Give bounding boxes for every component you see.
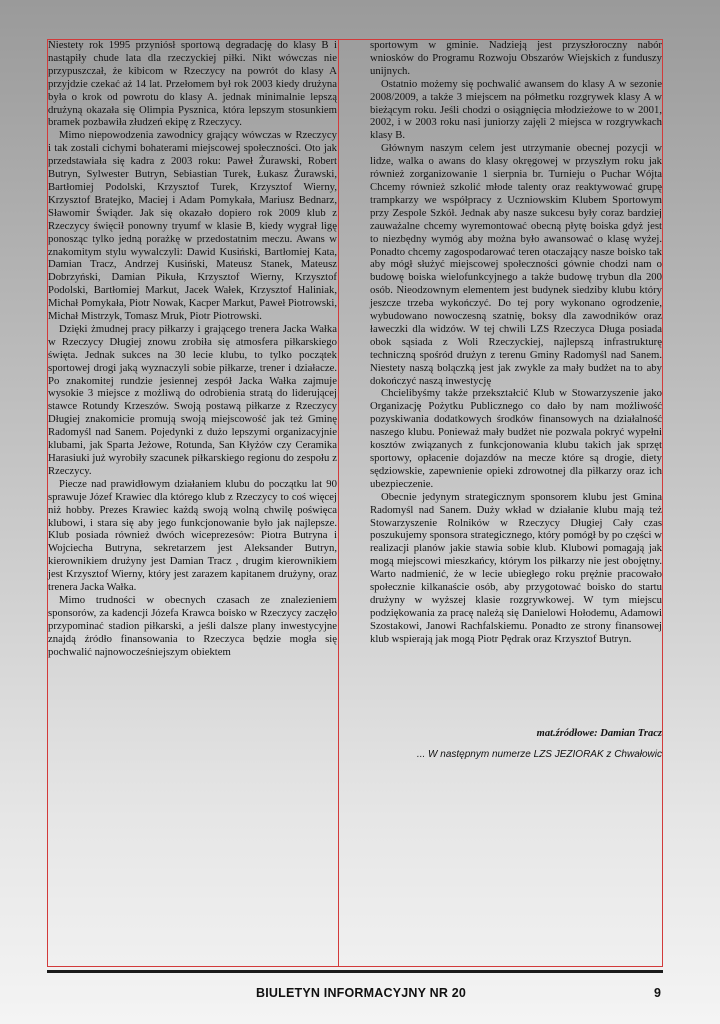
source-credit: mat.źródłowe: Damian Tracz xyxy=(536,728,662,739)
right-paragraph-3: Głównym naszym celem jest utrzymanie obecnej pozycji w lidze, walka o awans do klasy okręgowej w przyszłym roku jak również zorganizowanie 1 sierpnia br. Turnieju o Puchar Wójta Chcemy również szkolić młode talenty oraz reaktywować grupę trampkarzy we współpracy z Uczniowskim Klubem Sportowym przy Zespole Szkół. Jednak aby nasze sukcesu były coraz bardziej zauważalne chcemy wyremontować obecną płytę boiska gdyż jest to niezbędny wymóg aby można było awansować o klasę wyżej. Ponadto chcemy zagospodarować teren otaczający nasze boisko tak aby mógł służyć miejscowej społeczności gównie chodzi nam o budowę boiska wielofunkcyjnego a także budowę trybun dla 200 osób. Nieodzownym elementem jest budynek siedziby klubu który jeszcze trzeba wykończyć. Do tej pory wykonano ogrodzenie, wybudowano nowoczesną szatnię, boksy dla zawodników oraz ławeczki dla widzów. W tej chwili LZS Rzeczyca Długa posiada obok sąsiada z Woli Rzeczyckiej, najlepszą infrastrukturę techniczną spośród drużyn z terenu Gminy Radomyśl nad Sanem. Niestety naszą bolączką jest jak zwykle za mały budżet na to aby dokończyć naszą inwestycję xyxy=(370,142,662,387)
left-paragraph-4: Piecze nad prawidłowym działaniem klubu do początku lat 90 sprawuje Józef Krawiec dla którego klub z Rzeczycy to coś więcej niż hobby. Prezes Krawiec każdą swoją wolną chwilę poświęca klubowi, i stara się aby jego funkcjonowanie było jak najlepsze. Klub posiada również dwóch wiceprezesów: Piotra Butryna i Wojciecha Butryna, sekretarzem jest Aleksander Butryn, kierownikiem drużyny jest Damian Tracz , drugim kierownikiem jest Krzysztof Wierny, który jest zarazem kapitanem drużyny, oraz trenera Jacka Wałka. xyxy=(48,477,337,594)
next-issue-note: ... W następnym numerze LZS JEZIORAK z Chwałowic xyxy=(416,749,662,760)
column-divider-guide xyxy=(338,39,339,967)
left-paragraph-3: Dzięki żmudnej pracy piłkarzy i grającego trenera Jacka Wałka w Rzeczycy Długiej znowu zrobiła się atmosfera piłkarskiego święta. Jednak sukces na 30 lecie klubu, to tylko początek sportowej drogi jaką wyznaczyli sobie piłkarze, trener i działacze. Po znakomitej rundzie jesiennej zespół Jacka Wałka zajmuje wysokie 3 miejsce z możliwą do odrobienia stratą do liderującej stawce Rotundy Krzeszów. Swoją postawą piłkarze z Rzeczycy Długiej znakomicie promują swoją miejscowość jak też Gminę Radomyśl nad Sanem. Pojedynki z dużo lepszymi organizacyjnie klubami, jak Sparta Jeżowe, Rotunda, San Kłyżów czy Ceramika Harasiuki już wyrobiły szacunek piłkarskiego regionu do zespołu z Rzeczycy. xyxy=(48,322,337,477)
footer-rule xyxy=(47,970,663,973)
footer-title: BIULETYN INFORMACYJNY NR 20 xyxy=(256,986,467,1000)
left-paragraph-1: Niestety rok 1995 przyniósł sportową degradację do klasy B i nastąpiły chude lata dla rzeczyckiej piłki. Nikt wówczas nie przypuszczał, że kibicom w Rzeczycy na powrót do klasy A przyjdzie czekać aż 14 lat. Przełomem był rok 2003 kiedy drużyna była o krok od powrotu do klasy A. jednak minimalnie lepszą drużyną okazała się Olimpia Pysznica, która lepszym stosunkiem bramek pozbawiła złudzeń ekipę z Rzeczycy. xyxy=(48,39,337,129)
left-column xyxy=(48,39,337,659)
right-paragraph-5: Obecnie jedynym strategicznym sponsorem klubu jest Gmina Radomyśl nad Sanem. Duży wkład w działanie klubu mają też Stowarzyszenie Rolników w Rzeczycy Długiej Cały czas poszukujemy sponsora strategicznego, który pomógł by po części w realizacji planów jakie stawia sobie klub. Klubowi pomagają jak mogą miejscowi mieszkańcy, którym los piłkarzy nie jest obojętny. Warto nadmienić, że w lecie ubiegłego roku prężnie pracowało społecznie kilkanaście osób, aby przygotować boisko do startu drużyny w wyższej klasie rozgrywkowej. W tym miejscu podziękowania za pracę należą się Danielowi Hołodemu, Adamowi Szostakowi, Janowi Rachfalskiemu. Ponadto ze strony finansowej klub wspierają jak mogą Piotr Pędrak oraz Krzysztof Butryn. xyxy=(370,490,662,645)
left-paragraph-2: Mimo niepowodzenia zawodnicy grający wówczas w Rzeczycy i tak zostali cichymi bohaterami miejscowej społeczności. Oto jak przedstawiała się kadra z 2003 roku: Paweł Żurawski, Robert Butryn, Sylwester Butryn, Sebiastian Turek, Łukasz Żurawski, Bartłomiej Podolski, Krzysztof Turek, Krzysztof Wierny, Krzysztof Bratejko, Maciej i Adam Pomykała, Mariusz Bednarz, Sławomir Świąder. Jak się okazało dopiero rok 2009 klub z Rzeczycy święcił ponowny tryumf w klasie B, kiedy wygrał ligę ponosząc tylko jedną porażkę w przedostatnim meczu. Awans w znakomitym stylu wywalczyli: Dawid Kusiński, Bartłomiej Kata, Damian Tracz, Andrzej Kusiński, Mateusz Stanek, Mateusz Dobrzyński, Damian Pikuła, Krzysztof Wierny, Krzysztof Podolski, Bartłomiej Markut, Jacek Wałek, Krzysztof Haliniak, Michał Pomykała, Piotr Nowak, Kacper Markut, Paweł Piotrowski, Michał Mistrzyk, Tomasz Mruk, Piotr Piotrowski. xyxy=(48,129,337,323)
left-paragraph-5: Mimo trudności w obecnych czasach ze znalezieniem sponsorów, za kadencji Józefa Krawca boisko w Rzeczycy zaczęło przypominać stadion piłkarski, a jeśli dalsze plany inwestycyjne znajdą źródło finansowania to Rzeczyca będzie mogła się pochwalić najnowocześniejszym obiektem xyxy=(48,593,337,658)
right-column xyxy=(370,39,662,646)
right-paragraph-2: Ostatnio możemy się pochwalić awansem do klasy A w sezonie 2008/2009, a także 3 miejscem na półmetku rozgrywek klasy A w bieżącym roku. Jeśli chodzi o osiągnięcia młodzieżowe to w 2001, 2002, i w 2003 roku nasi juniorzy zajęli 2 miejsca w rozgrywkach klasy B. xyxy=(370,77,662,142)
right-paragraph-1: sportowym w gminie. Nadzieją jest przyszłoroczny nabór wniosków do Programu Rozwoju Obszarów Wiejskich z funduszy unijnych. xyxy=(370,39,662,77)
page-number: 9 xyxy=(654,986,661,1000)
right-paragraph-4: Chcielibyśmy także przekształcić Klub w Stowarzyszenie jako Organizację Pożytku Publicznego co dało by nam możliwość pozyskiwania dodatkowych środków finansowych na działalność naszego klubu. Ponieważ mały budżet nie pozwala pokryć wypełni kosztów związanych z funkcjonowania klubu takich jak sprzęt sportowy, opłacenie dojazdów na mecze które są drogie, diety sędziowskie, zapewnienie opieki zdrowotnej dla piłkarzy oraz ich ubezpieczenie. xyxy=(370,387,662,490)
